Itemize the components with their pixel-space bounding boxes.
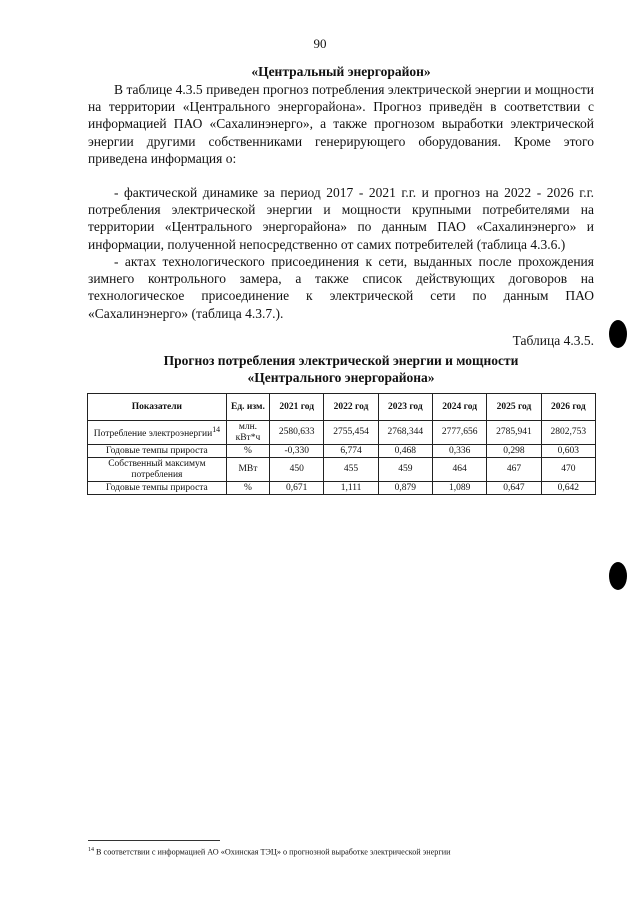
- cell-value: 2802,753: [541, 421, 595, 445]
- paragraph-dynamics: [88, 184, 594, 253]
- cell-value: 6,774: [324, 445, 378, 458]
- cell-value: 464: [433, 458, 487, 482]
- row-label: [88, 421, 227, 445]
- cell-value: 450: [270, 458, 324, 482]
- forecast-table: [87, 393, 596, 495]
- cell-value: 459: [378, 458, 432, 482]
- header-year: 2022 год: [324, 394, 378, 421]
- cell-value: -0,330: [270, 445, 324, 458]
- table-row: [88, 421, 596, 445]
- cell-value: 2755,454: [324, 421, 378, 445]
- header-unit: Ед. изм.: [226, 394, 269, 421]
- page-number: 90: [313, 36, 327, 51]
- row-unit: %: [226, 482, 269, 495]
- cell-value: 467: [487, 458, 541, 482]
- row-label-text: Потребление электроэнергии: [93, 429, 213, 440]
- section-heading: «Центральный энергорайон»: [251, 64, 431, 79]
- footnote-ref: 14: [212, 425, 221, 435]
- cell-value: 0,647: [487, 482, 541, 495]
- cell-value: 0,298: [487, 445, 541, 458]
- cell-value: 2785,941: [487, 421, 541, 445]
- table-title-line-1: Прогноз потребления электрической энергии и мощности: [163, 353, 519, 368]
- cell-value: 2580,633: [270, 421, 324, 445]
- cell-value: 0,603: [541, 445, 595, 458]
- punch-hole-icon: [609, 320, 627, 348]
- table-row: [88, 445, 596, 458]
- table-label: Таблица 4.3.5.: [512, 333, 594, 348]
- paragraph-connections-text: - актах технологического присоединения к сети, выданных после прохождения зимнего контрольного замера, а также список действующих договоров на технологическое присоединение к электрической сети по данным ПАО «Сахалинэнерго» (таблица 4.3.7.).: [88, 254, 594, 321]
- table-row: [88, 482, 596, 495]
- punch-hole-icon: [609, 562, 627, 590]
- table-header-row: [88, 394, 596, 421]
- table-row: [88, 458, 596, 482]
- cell-value: 455: [324, 458, 378, 482]
- row-unit: МВт: [226, 458, 269, 482]
- cell-value: 0,642: [541, 482, 595, 495]
- header-year: 2024 год: [433, 394, 487, 421]
- footnote-divider: [88, 840, 220, 841]
- cell-value: 0,468: [378, 445, 432, 458]
- paragraph-intro-text: В таблице 4.3.5 приведен прогноз потребления электрической энергии и мощности на территории «Центрального энергорайона». Прогноз приведён в соответствии с информацией ПАО «Сахалинэнерго», а также прогнозом выработки электрической энергии другими собственниками генерирующего оборудования. Кроме этого приведена информация о:: [88, 82, 594, 166]
- header-year: 2023 год: [378, 394, 432, 421]
- header-year: 2021 год: [270, 394, 324, 421]
- header-year: 2026 год: [541, 394, 595, 421]
- row-label: Годовые темпы прироста: [88, 445, 227, 458]
- cell-value: 1,111: [324, 482, 378, 495]
- cell-value: 470: [541, 458, 595, 482]
- footnote: [88, 847, 450, 857]
- row-label: Собственный максимум потребления: [88, 458, 227, 482]
- cell-value: 2768,344: [378, 421, 432, 445]
- table-title: [88, 352, 594, 386]
- row-unit: %: [226, 445, 269, 458]
- header-year: 2025 год: [487, 394, 541, 421]
- footnote-text: В соответствии с информацией АО «Охинская ТЭЦ» о прогнозной выработке электрической энергии: [94, 847, 451, 857]
- footnote-marker: 14: [88, 847, 94, 853]
- cell-value: 2777,656: [433, 421, 487, 445]
- cell-value: 1,089: [433, 482, 487, 495]
- paragraph-intro: [88, 81, 594, 167]
- cell-value: 0,336: [433, 445, 487, 458]
- paragraph-dynamics-text: - фактической динамике за период 2017 - 2021 г.г. и прогноз на 2022 - 2026 г.г. потребления электрической энергии и мощности крупными потребителями на территории «Центрального энергорайона» по данным ПАО «Сахалинэнерго» и информации, полученной непосредственно от самих потребителей (таблица 4.3.6.): [88, 185, 594, 252]
- cell-value: 0,879: [378, 482, 432, 495]
- row-label: Годовые темпы прироста: [88, 482, 227, 495]
- cell-value: 0,671: [270, 482, 324, 495]
- paragraph-connections: [88, 253, 594, 322]
- table-title-line-2: «Центрального энергорайона»: [247, 370, 435, 385]
- row-unit: млн. кВт*ч: [226, 421, 269, 445]
- header-indicator: Показатели: [88, 394, 227, 421]
